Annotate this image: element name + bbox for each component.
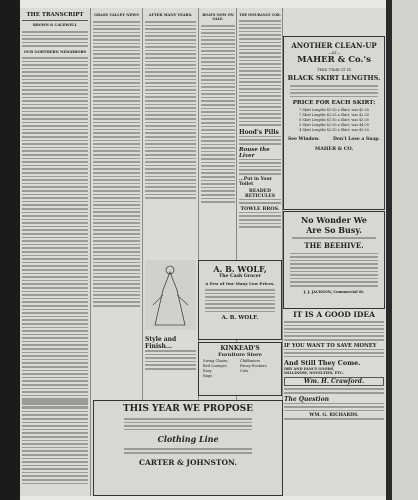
maher-lengths: BLACK SKIRT LENGTHS. [287, 74, 381, 82]
maher-price-head: PRICE FOR EACH SKIRT: [292, 100, 376, 107]
maher-price-row: 5 Skirt Lengths $2.00 a Skirt; was $4.00 [299, 123, 369, 128]
beehive-line2: Are So Busy. [306, 225, 362, 235]
boats-headline: BOATS NOW ON SALE. [202, 13, 234, 21]
rouse-liver: Rouse the Liver [239, 146, 270, 159]
text-block [205, 289, 275, 312]
column-4 [201, 8, 235, 258]
maher-price-row: 6 Skirt Lengths $1.50 a Skirt; was $3.00 [299, 118, 369, 123]
text-block [239, 20, 281, 126]
text-block [284, 403, 384, 412]
grass-valley-headline: GRASS VALLEY NEWS [94, 13, 139, 17]
maher-headline: ANOTHER CLEAN-UP [291, 41, 377, 50]
masthead-title: THE TRANSCRIPT [26, 12, 84, 18]
column-1-bottom [22, 400, 88, 496]
maher-footer: MAHER & CO. [314, 146, 354, 153]
style-line2: Finish... [145, 343, 173, 350]
beaded: BEADED [249, 188, 271, 194]
insurance-headline: THE INSURANCE COR. [239, 13, 281, 17]
maher-see-window: See Window. [288, 137, 320, 143]
crawford: Wm. H. Crawford. [284, 377, 384, 386]
text-block [145, 21, 196, 199]
kinkead-item-list [199, 358, 281, 380]
maher-this-time: THIS TIME IT IS [316, 67, 352, 72]
text-block [124, 448, 252, 453]
text-block [290, 253, 378, 287]
maher-price-row: 7 Skirt Lengths $1.00 a Skirt; was $2.00 [299, 108, 369, 113]
newspaper-page [20, 8, 386, 496]
wolf-advertisement [198, 260, 282, 340]
maher-dont-lose: Don't Lose a Snap. [333, 137, 380, 143]
still-they-come: And Still They Come. [284, 359, 361, 368]
clothing-line: Clothing Line [157, 434, 219, 445]
binding-shadow [0, 0, 20, 500]
kinkead-item: Easy [203, 369, 212, 373]
text-block [239, 136, 281, 145]
good-idea-block [284, 310, 384, 496]
maher-price-row: 4 Skirt Lengths $2.50 a Skirt; was $5.00 [299, 128, 369, 133]
richards: WM. G. RICHARDS. [309, 413, 359, 419]
beehive-advertisement [283, 211, 385, 309]
kinkead-furniture: Furniture Store [218, 352, 262, 358]
dry-goods: DRY AND FANCY GOODS, [284, 367, 335, 372]
masthead-line2: BROWN & CALDWELL [32, 23, 78, 27]
put-in-toilet: ...Put in Your Toilet [239, 176, 273, 187]
column-rule [90, 8, 91, 496]
beehive-sub: THE BEEHIVE. [304, 240, 364, 250]
propose-advertisement [93, 400, 283, 496]
maher-advertisement [283, 36, 385, 210]
hoods-pills: Hood's Pills [239, 128, 279, 136]
column-3 [145, 8, 196, 258]
column-5 [239, 8, 281, 258]
wolf-few: A Few of Our Many Low Prices. [205, 281, 275, 286]
carter-johnston: CARTER & JOHNSTON. [139, 457, 237, 467]
text-block [292, 237, 376, 239]
section-headline: OUR NORTHERN NEIGHBORS [23, 49, 87, 54]
facing-page-edge [392, 0, 418, 500]
after-many-years-headline: AFTER MANY YEARS. [148, 13, 193, 17]
maher-at: —AT— [327, 50, 341, 55]
kinkead-name: KINKEAD'S [220, 345, 260, 352]
text-block [22, 400, 88, 484]
kinkead-item: Rugs [203, 374, 213, 378]
style-line1: Style and [145, 336, 177, 343]
good-idea-title: IT IS A GOOD IDEA [293, 310, 375, 319]
text-block [93, 21, 140, 307]
text-block [239, 212, 281, 228]
maher-price-list [284, 108, 384, 133]
kinkead-item: Bed Lounges [203, 364, 227, 368]
beehive-line1: No Wonder We [300, 215, 368, 225]
millinery: MILLINERY, NOVELTIES, ETC. [284, 371, 344, 376]
text-block [145, 350, 196, 370]
text-block [284, 388, 384, 393]
text-block [22, 31, 88, 47]
kinkead-item: Cots [240, 369, 249, 373]
wolf-footer: A. B. WOLF. [221, 315, 259, 322]
text-block [201, 25, 235, 203]
save-money: IF YOU WANT TO SAVE MONEY [284, 342, 377, 349]
text-block [22, 57, 88, 407]
the-question: The Question [284, 395, 329, 403]
text-block [290, 85, 378, 97]
kinkead-item: Swing Chairs, [203, 359, 229, 363]
text-block [124, 418, 252, 430]
maher-price-row: 7 Skirt Lengths $1.25 a Skirt; was $2.50 [299, 113, 369, 118]
column-2 [93, 8, 140, 398]
text-block [284, 418, 384, 420]
text-block [284, 321, 384, 341]
maher-name: MAHER & Co.'s [297, 55, 371, 65]
text-block [239, 159, 281, 175]
towle-bros: TOWLE BROS. [240, 205, 280, 212]
reticules: RETICULES [245, 193, 275, 199]
beehive-owner: J. J. JACKSON, Commercial St. [303, 289, 365, 294]
wolf-sub: The Cash Grocer [218, 274, 262, 279]
text-block [284, 349, 384, 358]
kinkead-item: Fancy Rockers [240, 364, 267, 368]
propose-title: THIS YEAR WE PROPOSE [122, 404, 254, 414]
wolf-name: A. B. WOLF, [213, 264, 267, 274]
kinkead-item: Chiffoniers [240, 359, 261, 363]
kinkead-advertisement [198, 342, 282, 396]
text-block [239, 199, 281, 204]
style-finish-block [145, 260, 196, 395]
fashion-illustration [145, 260, 196, 330]
